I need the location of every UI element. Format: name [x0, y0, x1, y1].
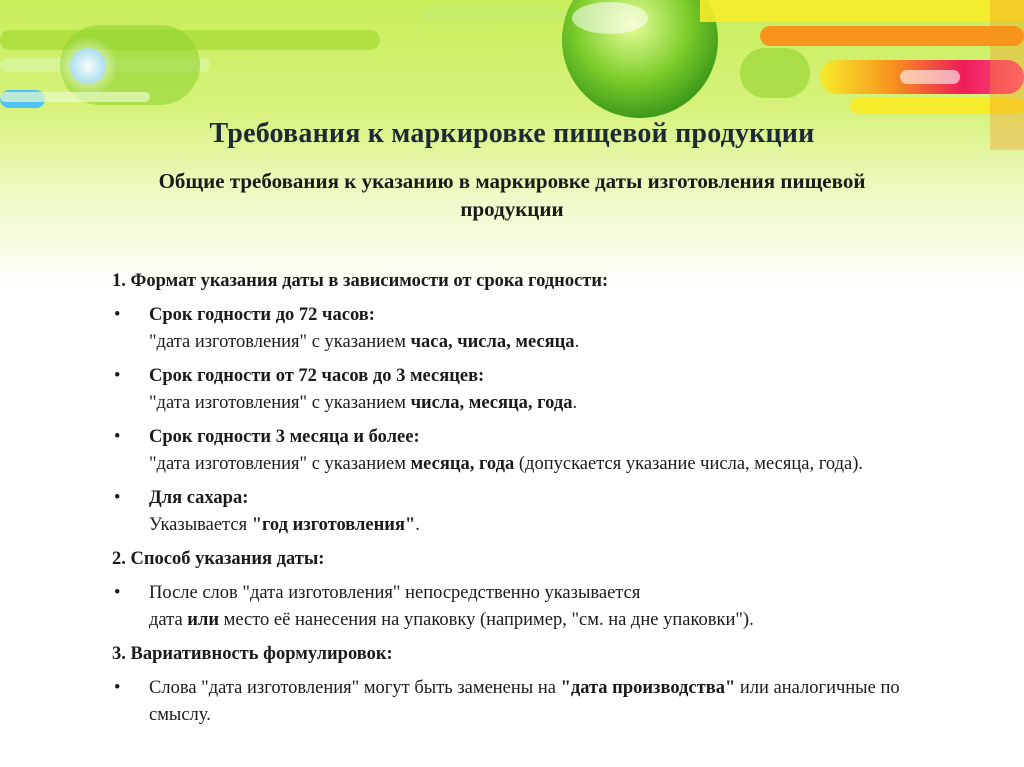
list-item: [112, 363, 942, 417]
list-item: [112, 675, 942, 729]
slide-subtitle: Общие требования к указанию в маркировке даты изготовления пищевой продукции: [158, 169, 866, 221]
section-heading-date-format: 1. Формат указания даты в зависимости от срока годности:: [112, 271, 609, 291]
item-text: "дата изготовления" с указанием часа, числа, месяца.: [149, 332, 580, 352]
bullet-icon: •: [114, 678, 121, 698]
list-item: [112, 424, 942, 478]
bullet-icon: •: [114, 488, 121, 508]
bullet-icon: •: [114, 366, 121, 386]
item-text: Слова "дата изготовления" могут быть заменены на "дата производства" или аналогичные по смыслу.: [149, 678, 900, 725]
list-item: [112, 580, 942, 634]
slide-body: [112, 268, 942, 736]
item-text: После слов "дата изготовления" непосредственно указывается: [149, 583, 641, 603]
item-heading: Срок годности от 72 часов до 3 месяцев:: [149, 366, 485, 386]
item-text: "дата изготовления" с указанием числа, месяца, года.: [149, 393, 578, 413]
section-heading-wording-variants: 3. Вариативность формулировок:: [112, 644, 393, 664]
bullet-icon: •: [114, 427, 121, 447]
list-item: [112, 485, 942, 539]
item-text: "дата изготовления" с указанием месяца, года (допускается указание числа, месяца, года).: [149, 454, 864, 474]
section-heading-date-method: 2. Способ указания даты:: [112, 549, 325, 569]
bullet-icon: •: [114, 583, 121, 603]
item-heading: Для сахара:: [149, 488, 249, 508]
bullet-icon: •: [114, 305, 121, 325]
item-text: дата или место её нанесения на упаковку (например, "см. на дне упаковки").: [149, 610, 754, 630]
item-text: Указывается "год изготовления".: [149, 515, 420, 535]
item-heading: Срок годности 3 месяца и более:: [149, 427, 420, 447]
slide-title: Требования к маркировке пищевой продукции: [209, 118, 815, 149]
list-item: [112, 302, 942, 356]
item-heading: Срок годности до 72 часов:: [149, 305, 375, 325]
